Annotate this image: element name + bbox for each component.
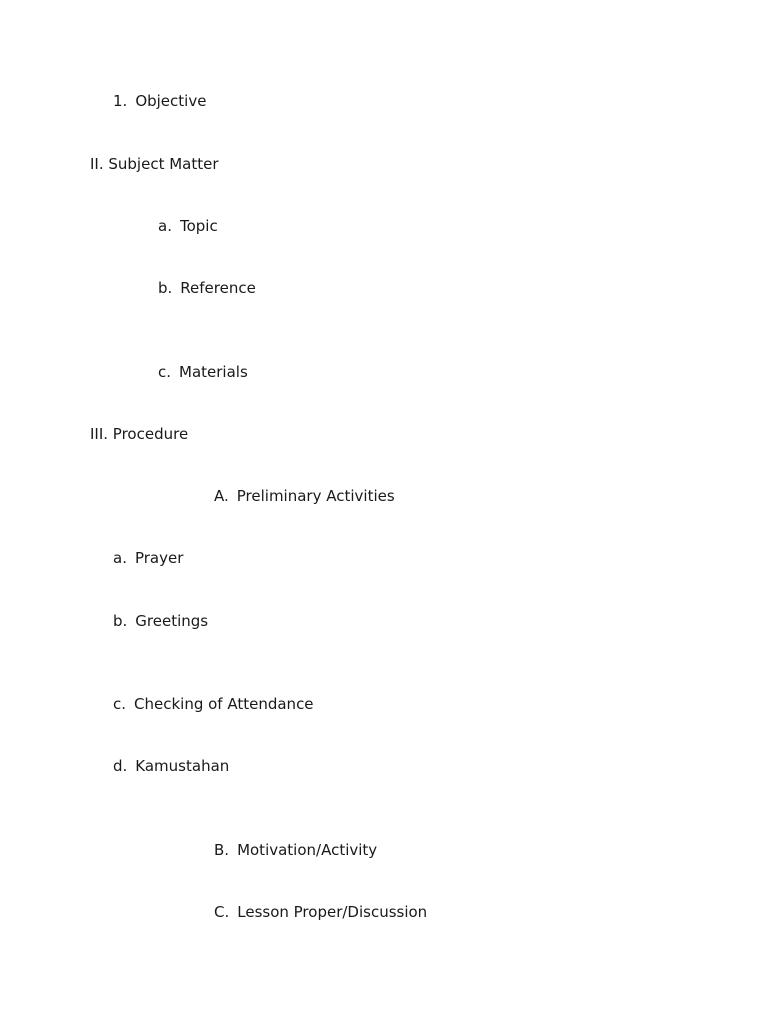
outline-item-greetings [113,612,208,630]
outline-item-motivation-activity [214,841,377,859]
list-marker: B. [214,841,230,859]
outline-item-label: Greetings [135,612,209,630]
list-marker: d. [113,757,128,775]
outline-item-label: Checking of Attendance [134,695,314,713]
outline-item-prayer [113,549,183,567]
section-heading-label: II. Subject Matter [90,155,219,173]
list-marker: c. [113,695,127,713]
list-marker: a. [158,217,172,235]
list-marker: A. [214,487,229,505]
outline-item-checking-of-attendance [113,695,314,713]
outline-item-topic [158,217,218,235]
list-marker: c. [158,363,172,381]
outline-item-label: Materials [179,363,248,381]
outline-item-objective [113,92,206,110]
outline-item-label: Kamustahan [135,757,230,775]
section-heading-label: III. Procedure [90,425,189,443]
outline-item-label: Prayer [134,549,184,567]
outline-item-preliminary-activities [214,487,395,505]
outline-item-lesson-proper [214,903,427,921]
section-heading-subject-matter [90,155,219,173]
list-marker: b. [158,279,173,297]
outline-item-materials [158,363,248,381]
outline-item-reference [158,279,256,297]
outline-item-label: Topic [179,217,218,235]
section-heading-procedure [90,425,188,443]
outline-item-label: Motivation/Activity [237,841,378,859]
outline-item-kamustahan [113,757,229,775]
outline-item-label: Preliminary Activities [236,487,395,505]
list-marker: b. [113,612,128,630]
outline-item-label: Lesson Proper/Discussion [237,903,428,921]
outline-item-label: Objective [135,92,207,110]
list-marker: a. [113,549,127,567]
list-marker: 1. [113,92,128,110]
outline-item-label: Reference [180,279,256,297]
list-marker: C. [214,903,230,921]
